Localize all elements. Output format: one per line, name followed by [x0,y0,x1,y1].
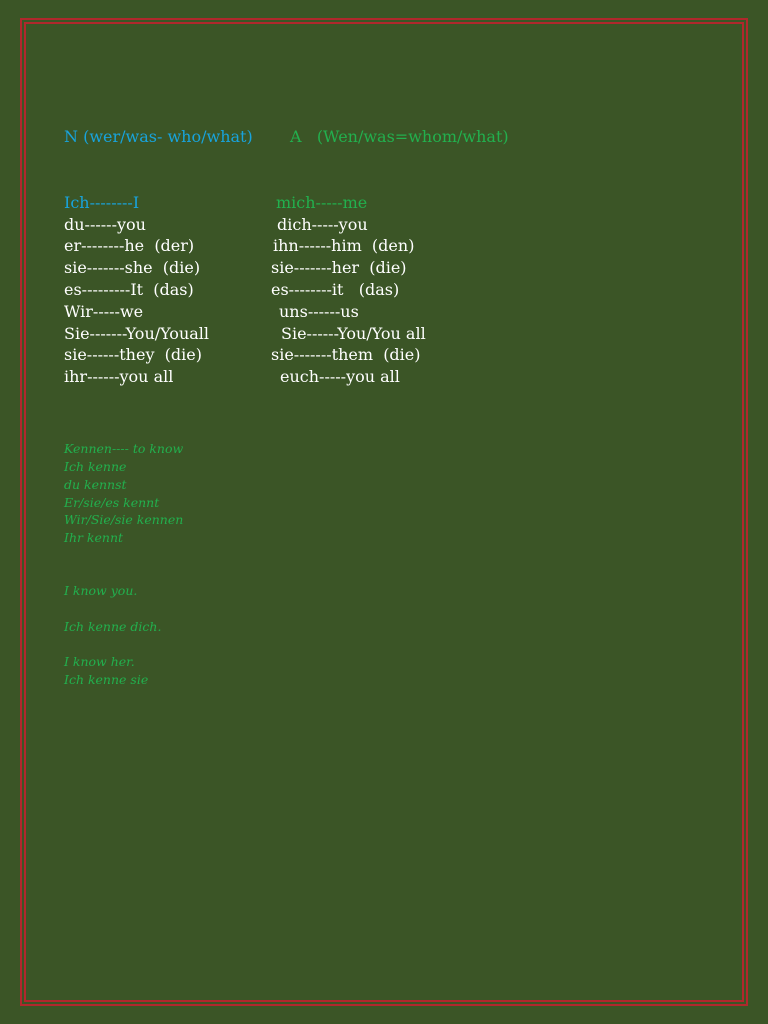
accusative-pronoun: dich-----you [277,215,368,234]
accusative-pronoun: mich-----me [276,193,368,212]
accusative-pronoun: sie-------them (die) [271,345,421,364]
conjugation-line: Er/sie/es kennt [64,495,160,510]
nominative-pronoun: Wir-----we [64,302,144,321]
nominative-pronoun: sie------they (die) [64,345,202,364]
example-english: I know her. [64,654,135,669]
nominative-pronoun: du------you [64,215,146,234]
conjugation-line: Ihr kennt [64,530,124,545]
conjugation-title: Kennen---- to know [64,441,184,456]
nominative-pronoun: sie-------she (die) [64,258,201,277]
accusative-pronoun: uns------us [279,302,359,321]
example-english: I know you. [64,583,138,598]
nominative-heading: N (wer/was- who/what) [64,127,253,146]
example-german: Ich kenne dich. [64,619,162,634]
example-german: Ich kenne sie [64,672,149,687]
conjugation-line: Wir/Sie/sie kennen [64,512,184,527]
accusative-heading: A (Wen/was=whom/what) [290,127,509,146]
accusative-pronoun: ihn------him (den) [273,236,415,255]
nominative-pronoun: Ich--------I [64,193,140,212]
nominative-pronoun: es---------It (das) [64,280,194,299]
conjugation-line: Ich kenne [64,459,127,474]
accusative-pronoun: euch-----you all [280,367,400,386]
conjugation-line: du kennst [64,477,127,492]
accusative-pronoun: sie-------her (die) [271,258,407,277]
nominative-pronoun: er--------he (der) [64,236,195,255]
nominative-pronoun: ihr------you all [64,367,174,386]
accusative-pronoun: es--------it (das) [271,280,400,299]
accusative-pronoun: Sie------You/You all [281,324,426,343]
nominative-pronoun: Sie-------You/Youall [64,324,210,343]
